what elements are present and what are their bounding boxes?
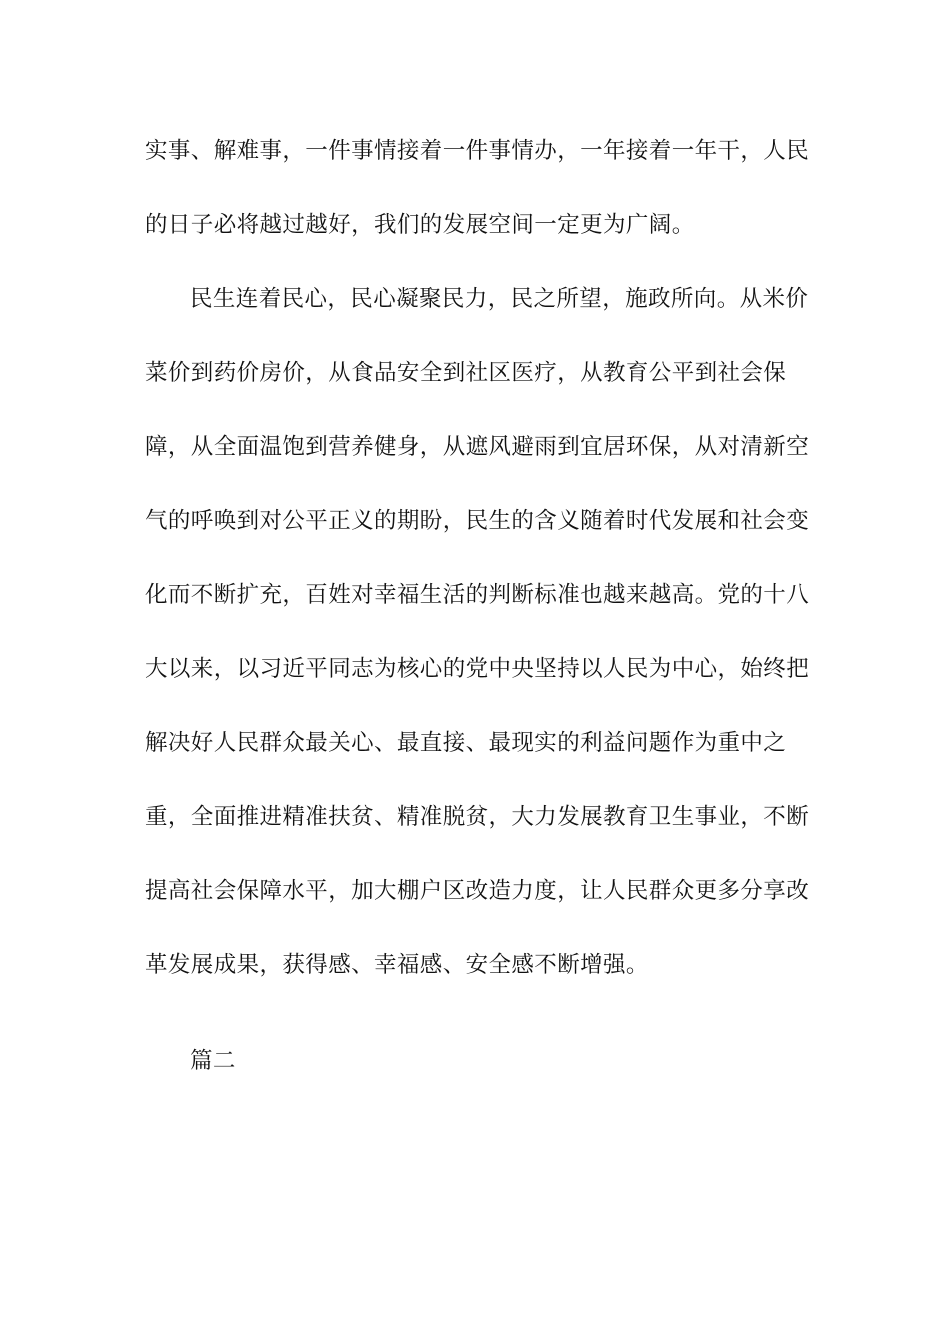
paragraph-1-line-2: 的日子必将越过越好，我们的发展空间一定更为广阔。 <box>145 212 695 238</box>
paragraph-1-line-1: 实事、解难事，一件事情接着一件事情办，一年接着一年干，人民 <box>145 138 810 164</box>
paragraph-2-line-7: 解决好人民群众最关心、最直接、最现实的利益问题作为重中之 <box>145 730 787 756</box>
paragraph-2-line-10: 革发展成果，获得感、幸福感、安全感不断增强。 <box>145 952 649 978</box>
paragraph-2-line-4: 气的呼唤到对公平正义的期盼，民生的含义随着时代发展和社会变 <box>145 508 810 534</box>
paragraph-2-line-5: 化而不断扩充，百姓对幸福生活的判断标准也越来越高。党的十八 <box>145 582 810 608</box>
paragraph-2-line-9: 提高社会保障水平，加大棚户区改造力度，让人民群众更多分享改 <box>145 878 810 904</box>
paragraph-2-line-6: 大以来，以习近平同志为核心的党中央坚持以人民为中心，始终把 <box>145 656 810 682</box>
section-heading: 篇二 <box>190 1048 236 1074</box>
paragraph-2-line-3: 障，从全面温饱到营养健身，从遮风避雨到宜居环保，从对清新空 <box>145 434 810 460</box>
paragraph-2-line-8: 重，全面推进精准扶贫、精准脱贫，大力发展教育卫生事业，不断 <box>145 804 810 830</box>
paragraph-2-line-2: 菜价到药价房价，从食品安全到社区医疗，从教育公平到社会保 <box>145 360 787 386</box>
paragraph-2-line-1: 民生连着民心，民心凝聚民力，民之所望，施政所向。从米价 <box>190 286 809 312</box>
